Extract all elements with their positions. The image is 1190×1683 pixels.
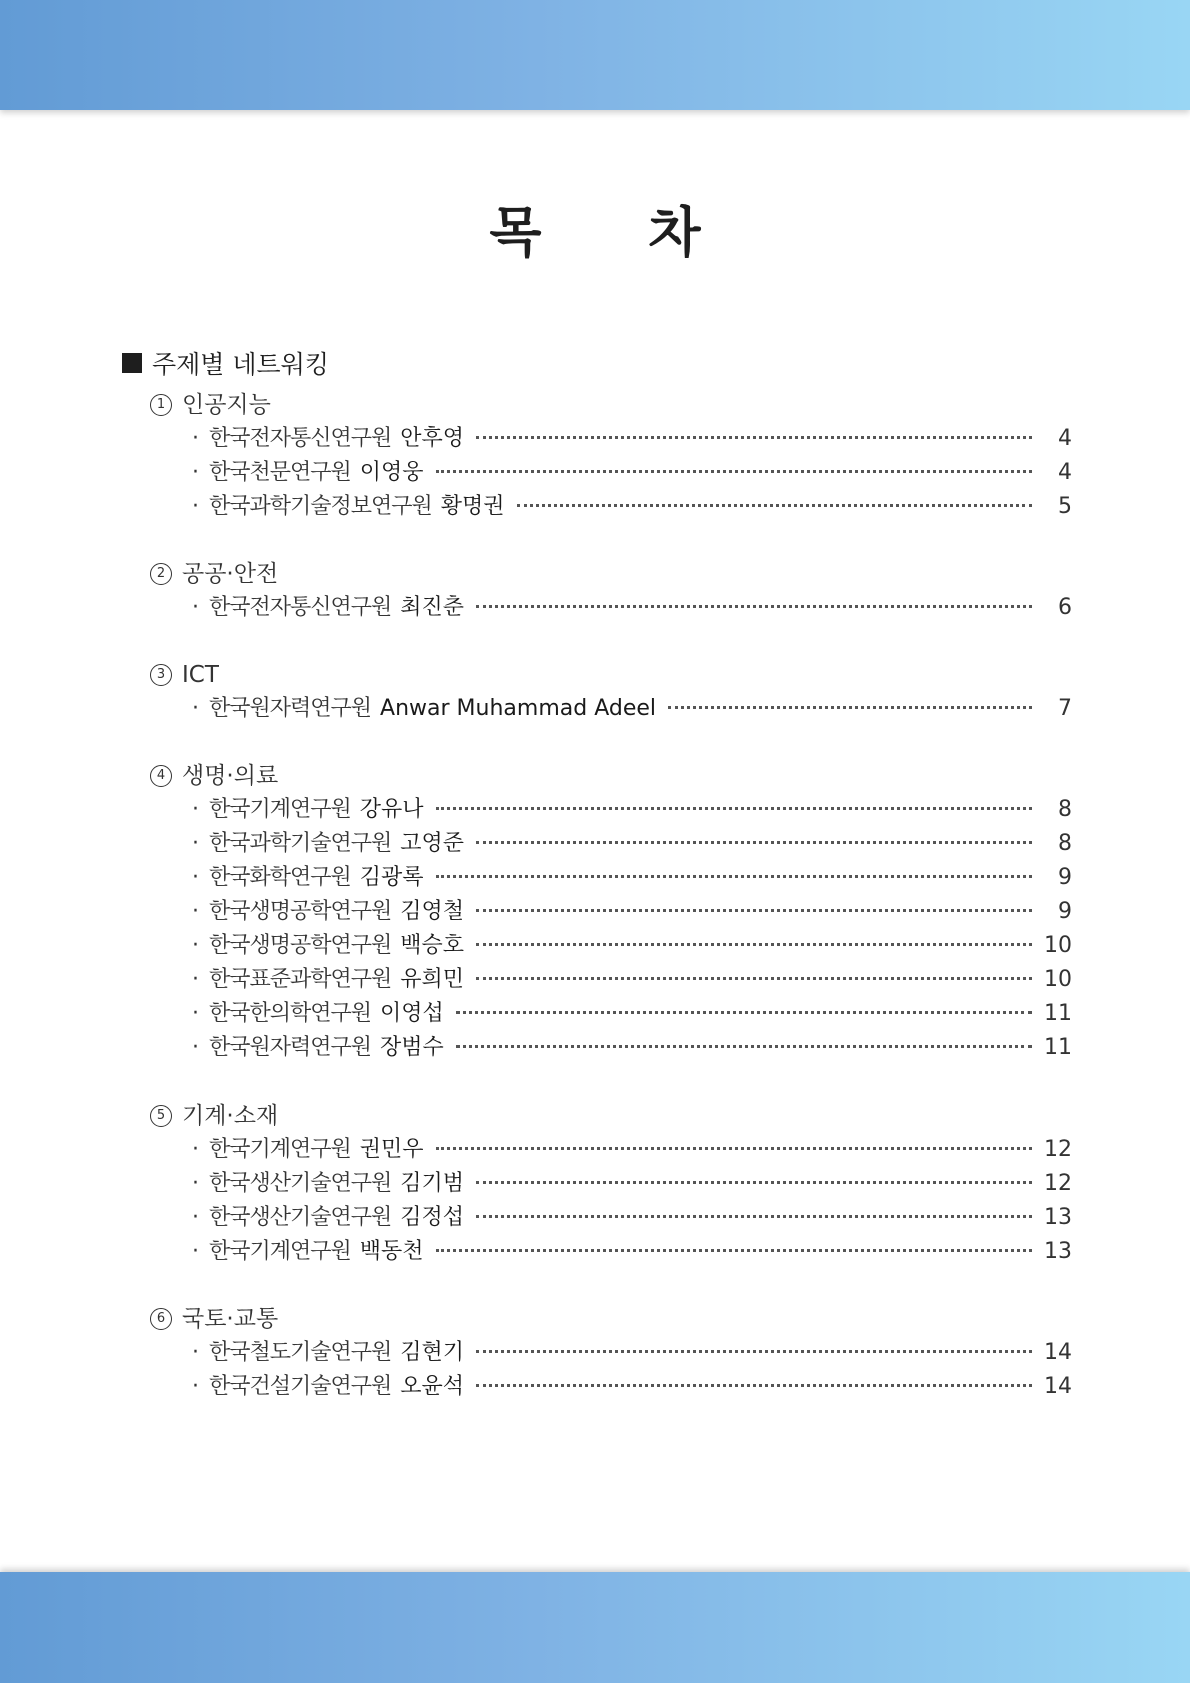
institution-name: 한국생명공학연구원 — [209, 899, 392, 924]
person-name: 오윤석 — [400, 1374, 465, 1399]
section-label: 공공·안전 — [182, 561, 279, 587]
institution-name: 한국원자력연구원 — [209, 696, 372, 721]
page-number: 12 — [1044, 1137, 1072, 1162]
page-number: 6 — [1058, 595, 1072, 620]
page-number: 9 — [1058, 865, 1072, 890]
toc-entry[interactable]: · 한국과학기술연구원 고영준 8 — [150, 827, 1072, 861]
dot-leader — [436, 1249, 1032, 1252]
toc-section-ict — [150, 658, 1072, 726]
section-title — [150, 658, 1072, 692]
page-number: 13 — [1044, 1239, 1072, 1264]
section-label: 기계·소재 — [182, 1103, 279, 1129]
dot-leader — [476, 909, 1032, 912]
dot-leader — [436, 1147, 1032, 1150]
person-name: 고영준 — [400, 831, 465, 856]
dot-leader — [476, 605, 1032, 608]
toc-section-bio-medical — [150, 759, 1072, 1065]
institution-name: 한국생명공학연구원 — [209, 933, 392, 958]
page-number: 4 — [1058, 460, 1072, 485]
toc-entry[interactable]: · 한국기계연구원 권민우 12 — [150, 1133, 1072, 1167]
section-label: ICT — [182, 662, 219, 688]
person-name: 황명권 — [440, 494, 505, 519]
section-label: 생명·의료 — [182, 763, 279, 789]
page-number: 13 — [1044, 1205, 1072, 1230]
person-name: 김영철 — [400, 899, 465, 924]
heading-label: 주제별 네트워킹 — [152, 350, 329, 379]
circled-number-icon: 2 — [150, 563, 172, 585]
person-name: 강유나 — [359, 797, 424, 822]
dot-leader — [436, 807, 1032, 810]
toc-entry[interactable]: · 한국생명공학연구원 김영철 9 — [150, 895, 1072, 929]
person-name: 유희민 — [400, 967, 465, 992]
page-number: 11 — [1044, 1035, 1072, 1060]
person-name: 이영섭 — [380, 1001, 444, 1026]
toc-entry[interactable]: · 한국건설기술연구원 오윤석 14 — [150, 1370, 1072, 1404]
dot-leader — [476, 1384, 1032, 1387]
toc-entry[interactable]: · 한국생산기술연구원 김기범 12 — [150, 1167, 1072, 1201]
toc-entry[interactable]: · 한국과학기술정보연구원 황명권 5 — [150, 490, 1072, 524]
dot-leader — [476, 436, 1032, 439]
toc-entry[interactable]: · 한국기계연구원 백동천 13 — [150, 1235, 1072, 1269]
institution-name: 한국한의학연구원 — [209, 1001, 372, 1026]
person-name: 김현기 — [400, 1340, 465, 1365]
person-name: 김광록 — [359, 865, 424, 890]
person-name: 안후영 — [400, 426, 465, 451]
page-number: 7 — [1058, 696, 1072, 721]
dot-leader — [476, 977, 1032, 980]
page-number: 11 — [1044, 1001, 1072, 1026]
person-name: 최진춘 — [400, 595, 465, 620]
circled-number-icon: 4 — [150, 765, 172, 787]
dot-leader — [476, 943, 1032, 946]
toc-section-land-transport — [150, 1302, 1072, 1404]
person-name: Anwar Muhammad Adeel — [380, 696, 656, 721]
institution-name: 한국생산기술연구원 — [209, 1205, 392, 1230]
toc-section-machinery-materials — [150, 1099, 1072, 1269]
institution-name: 한국원자력연구원 — [209, 1035, 372, 1060]
section-label: 인공지능 — [182, 392, 271, 418]
page-number: 9 — [1058, 899, 1072, 924]
page-number: 10 — [1044, 933, 1072, 958]
dot-leader — [436, 875, 1032, 878]
toc-entry[interactable]: · 한국생산기술연구원 김정섭 13 — [150, 1201, 1072, 1235]
section-title — [150, 1302, 1072, 1336]
institution-name: 한국표준과학연구원 — [209, 967, 392, 992]
toc-entry[interactable]: · 한국생명공학연구원 백승호 10 — [150, 929, 1072, 963]
page-number: 14 — [1044, 1340, 1072, 1365]
dot-leader — [476, 1350, 1032, 1353]
bottom-banner — [0, 1572, 1190, 1683]
person-name: 김정섭 — [400, 1205, 465, 1230]
dot-leader — [476, 841, 1032, 844]
page-number: 5 — [1058, 494, 1072, 519]
page-number: 10 — [1044, 967, 1072, 992]
section-title — [150, 388, 1072, 422]
dot-leader — [476, 1181, 1032, 1184]
person-name: 백승호 — [400, 933, 465, 958]
institution-name: 한국건설기술연구원 — [209, 1374, 392, 1399]
dot-leader — [456, 1011, 1032, 1014]
top-banner — [0, 0, 1190, 110]
person-name: 이영웅 — [359, 460, 424, 485]
toc-section-ai — [150, 388, 1072, 524]
institution-name: 한국생산기술연구원 — [209, 1171, 392, 1196]
section-title — [150, 1099, 1072, 1133]
circled-number-icon: 1 — [150, 394, 172, 416]
toc-entry[interactable]: · 한국화학연구원 김광록 9 — [150, 861, 1072, 895]
institution-name: 한국철도기술연구원 — [209, 1340, 392, 1365]
page-title: 목 차 — [489, 201, 745, 264]
section-label: 국토·교통 — [182, 1306, 279, 1332]
institution-name: 한국화학연구원 — [209, 865, 351, 890]
dot-leader — [476, 1215, 1032, 1218]
dot-leader — [436, 470, 1032, 473]
person-name: 권민우 — [359, 1137, 424, 1162]
dot-leader — [456, 1045, 1032, 1048]
section-title — [150, 557, 1072, 591]
institution-name: 한국전자통신연구원 — [209, 426, 392, 451]
toc-entry[interactable]: · 한국원자력연구원 Anwar Muhammad Adeel 7 — [150, 692, 1072, 726]
person-name: 김기범 — [400, 1171, 465, 1196]
circled-number-icon: 5 — [150, 1105, 172, 1127]
toc-entry[interactable]: · 한국원자력연구원 장범수 11 — [150, 1031, 1072, 1065]
circled-number-icon: 3 — [150, 664, 172, 686]
person-name: 장범수 — [380, 1035, 444, 1060]
page-number: 8 — [1058, 831, 1072, 856]
institution-name: 한국과학기술연구원 — [209, 831, 392, 856]
institution-name: 한국기계연구원 — [209, 1239, 351, 1264]
institution-name: 한국천문연구원 — [209, 460, 351, 485]
toc-entry[interactable]: · 한국표준과학연구원 유희민 10 — [150, 963, 1072, 997]
toc-entry[interactable]: · 한국철도기술연구원 김현기 14 — [150, 1336, 1072, 1370]
dot-leader — [517, 504, 1032, 507]
circled-number-icon: 6 — [150, 1308, 172, 1330]
page-number: 14 — [1044, 1374, 1072, 1399]
toc-entry[interactable]: · 한국전자통신연구원 안후영 4 — [150, 422, 1072, 456]
toc-entry[interactable]: · 한국전자통신연구원 최진춘 6 — [150, 591, 1072, 625]
toc-entry[interactable]: · 한국천문연구원 이영웅 4 — [150, 456, 1072, 490]
dot-leader — [668, 706, 1032, 709]
section-heading — [122, 345, 329, 381]
institution-name: 한국전자통신연구원 — [209, 595, 392, 620]
person-name: 백동천 — [359, 1239, 424, 1264]
institution-name: 한국과학기술정보연구원 — [209, 494, 432, 519]
section-title — [150, 759, 1072, 793]
toc-entry[interactable]: · 한국한의학연구원 이영섭 11 — [150, 997, 1072, 1031]
institution-name: 한국기계연구원 — [209, 797, 351, 822]
toc-entry[interactable]: · 한국기계연구원 강유나 8 — [150, 793, 1072, 827]
toc-section-safety — [150, 557, 1072, 625]
square-bullet-icon — [122, 353, 142, 373]
page-number: 8 — [1058, 797, 1072, 822]
page-number: 4 — [1058, 426, 1072, 451]
page-number: 12 — [1044, 1171, 1072, 1196]
institution-name: 한국기계연구원 — [209, 1137, 351, 1162]
